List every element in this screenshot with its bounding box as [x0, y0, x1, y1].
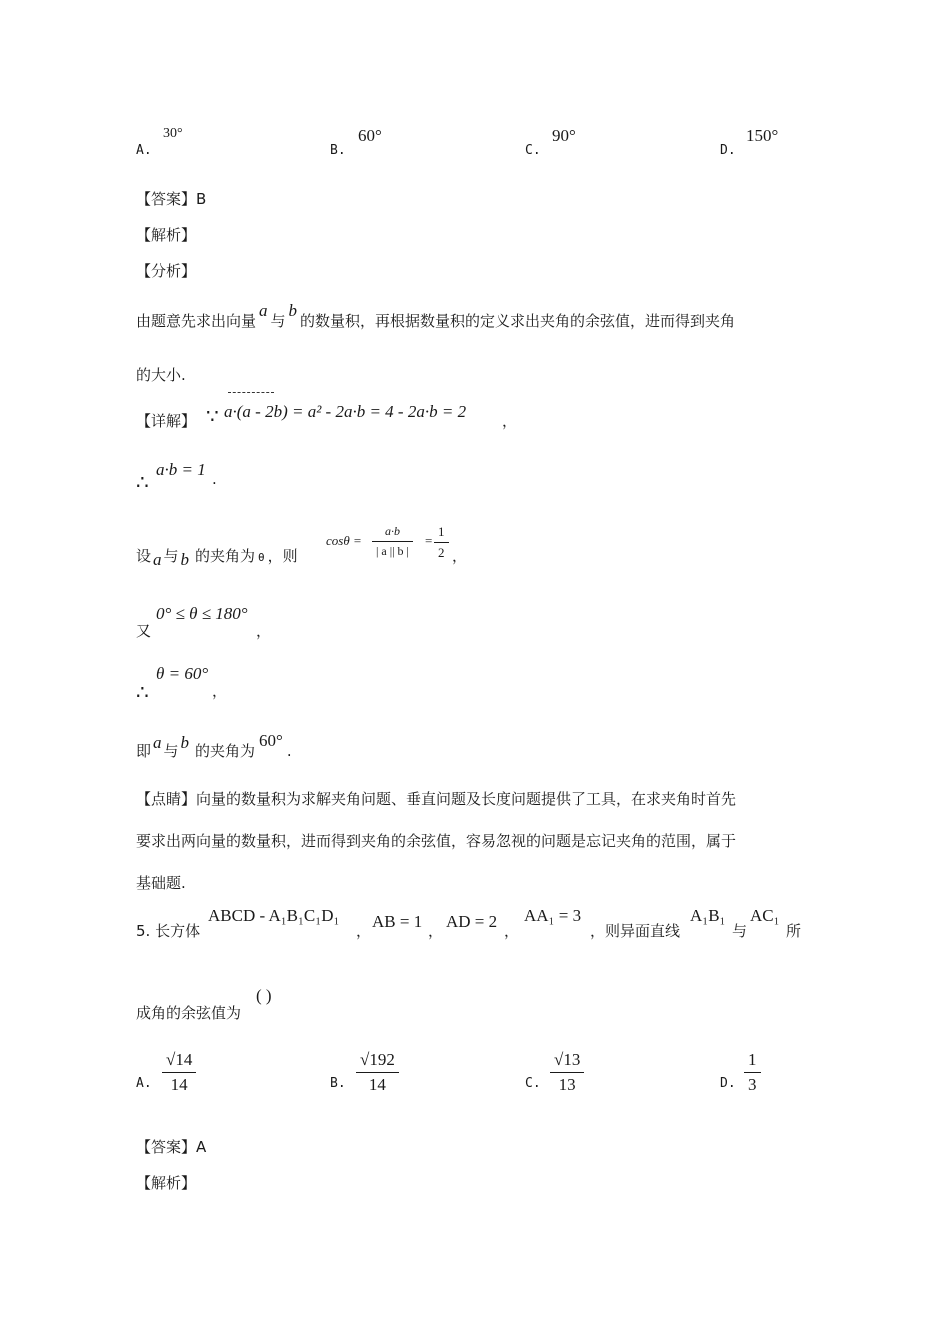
- cos-denominator: | a || b |: [376, 544, 409, 558]
- q5-solid-name: ABCD - A₁B₁C₁D₁: [208, 906, 340, 925]
- also-text: 又: [136, 622, 152, 640]
- q5-jiexi-heading: 【解析】: [136, 1174, 197, 1192]
- q5-option-d-num: 1: [744, 1050, 761, 1073]
- comment-label: 【点睛】: [136, 790, 197, 808]
- q5-option-d-fraction: [744, 1050, 761, 1095]
- q5-aa1: AA₁ = 3: [524, 906, 582, 925]
- q5-option-b-num: √192: [356, 1050, 399, 1073]
- ji-text-1: 即: [136, 742, 152, 760]
- ji-text-3: 的夹角为: [195, 742, 256, 760]
- q5-option-c-label: C.: [525, 1076, 541, 1091]
- equals-sign: =: [425, 533, 433, 548]
- q4-comment-line3: 基础题.: [136, 874, 186, 892]
- q5-answer-paren: ( ): [256, 986, 272, 1005]
- q4-analysis-line1: [136, 301, 736, 331]
- q4-conclusion: 即 a 与 b 的夹角为60°.: [136, 731, 292, 760]
- vector-b: b: [288, 301, 298, 320]
- vector-a: a: [259, 301, 268, 320]
- q5-option-b-den: 14: [368, 1075, 386, 1094]
- q4-set-line: [136, 545, 298, 569]
- ji-text-2: 与: [163, 742, 179, 760]
- vector-b: b: [180, 733, 190, 752]
- half-numerator: 1: [434, 524, 449, 543]
- q4-option-a-label: A.: [136, 143, 152, 158]
- q5-line-ac1: AC₁: [750, 906, 780, 925]
- comma: ，: [256, 622, 272, 640]
- comma: ，: [502, 412, 518, 430]
- q4-option-c-value: 90°: [552, 126, 576, 145]
- set-text-1: 设: [136, 547, 152, 565]
- q5-option-a-den: 14: [170, 1075, 188, 1094]
- comma: ，: [428, 922, 444, 940]
- q4-option-c-label: C.: [525, 143, 541, 158]
- because-symbol: ∵: [206, 406, 219, 428]
- q4-comment-line2: 要求出两向量的数量积，进而得到夹角的余弦值，容易忽视的问题是忘记夹角的范围，属于: [136, 832, 737, 850]
- vector-b: b: [180, 550, 190, 569]
- period: .: [212, 470, 217, 488]
- vector-a: a: [153, 733, 162, 752]
- vector-a: a: [153, 550, 162, 569]
- q5-option-d-den: 3: [748, 1075, 757, 1094]
- q4-jiexi-heading: 【解析】: [136, 226, 197, 244]
- q5-ad: AD = 2: [446, 912, 498, 931]
- q4-answer: 【答案】B: [136, 190, 207, 208]
- analysis-text-1: 由题意先求出向量: [136, 312, 257, 330]
- q5-line-a1b1: A₁B₁: [690, 906, 726, 925]
- half-fraction: [434, 524, 449, 561]
- q4-option-b-value: 60°: [358, 126, 382, 145]
- q5-option-a-num: √14: [162, 1050, 196, 1073]
- cos-fraction: [372, 524, 413, 559]
- comma: ，: [212, 682, 228, 700]
- q5-stem-mid: ，则异面直线: [590, 922, 681, 940]
- angle-value: 60°: [259, 731, 283, 750]
- q4-fenxi-heading: 【分析】: [136, 262, 197, 280]
- analysis-text-3: 的数量积，再根据数量积的定义求出夹角的余弦值，进而得到夹角: [300, 312, 736, 330]
- set-text-3: 的夹角为: [195, 547, 256, 565]
- q5-stem-start: 5. 长方体: [136, 922, 201, 940]
- q5-stem-and: 与: [732, 922, 748, 940]
- set-text-4: ，则: [267, 547, 298, 565]
- q5-option-b-fraction: [356, 1050, 399, 1095]
- set-text-2: 与: [163, 547, 179, 565]
- q4-detail-equation: a·(a - 2b) = a² - 2a·b = 4 - 2a·b = 2: [224, 402, 467, 421]
- theta-result: θ = 60°: [156, 664, 209, 683]
- q4-analysis-line2: 的大小.: [136, 366, 186, 384]
- q4-option-b-label: B.: [330, 143, 346, 158]
- theta-symbol: θ: [258, 551, 265, 564]
- q5-stem-line2: 成角的余弦值为: [136, 1004, 242, 1022]
- q5-option-a-fraction: [162, 1050, 196, 1095]
- cos-lhs: cosθ =: [326, 533, 362, 548]
- q4-comment-line1: [136, 788, 736, 809]
- comma: ，: [452, 547, 468, 565]
- q5-stem-end: 所: [786, 922, 802, 940]
- q4-therefore-equation: a·b = 1: [156, 460, 206, 479]
- q4-detail-label: 【详解】: [136, 412, 197, 430]
- q5-option-c-num: √13: [550, 1050, 584, 1073]
- q5-answer: 【答案】A: [136, 1138, 207, 1156]
- q5-option-a-label: A.: [136, 1076, 152, 1091]
- q4-option-d-value: 150°: [746, 126, 779, 145]
- comma: ，: [356, 922, 372, 940]
- comment-text-1: 向量的数量积为求解夹角问题、垂直问题及长度问题提供了工具，在求夹角时首先: [196, 790, 737, 808]
- half-denominator: 2: [438, 545, 445, 560]
- q4-option-d-label: D.: [720, 143, 736, 158]
- therefore-symbol-1: ∴: [136, 472, 149, 494]
- vector-bar-decoration: [228, 392, 274, 393]
- q5-option-b-label: B.: [330, 1076, 346, 1091]
- q5-option-d-label: D.: [720, 1076, 736, 1091]
- comma: ，: [504, 922, 520, 940]
- q4-option-a-value: 30°: [163, 126, 183, 141]
- q5-option-c-den: 13: [558, 1075, 576, 1094]
- q5-option-c-fraction: [550, 1050, 584, 1095]
- cos-numerator: a·b: [372, 524, 413, 542]
- analysis-text-2: 与: [270, 312, 286, 330]
- theta-range: 0° ≤ θ ≤ 180°: [156, 604, 248, 623]
- q5-ab: AB = 1: [372, 912, 423, 931]
- therefore-symbol-2: ∴: [136, 682, 149, 704]
